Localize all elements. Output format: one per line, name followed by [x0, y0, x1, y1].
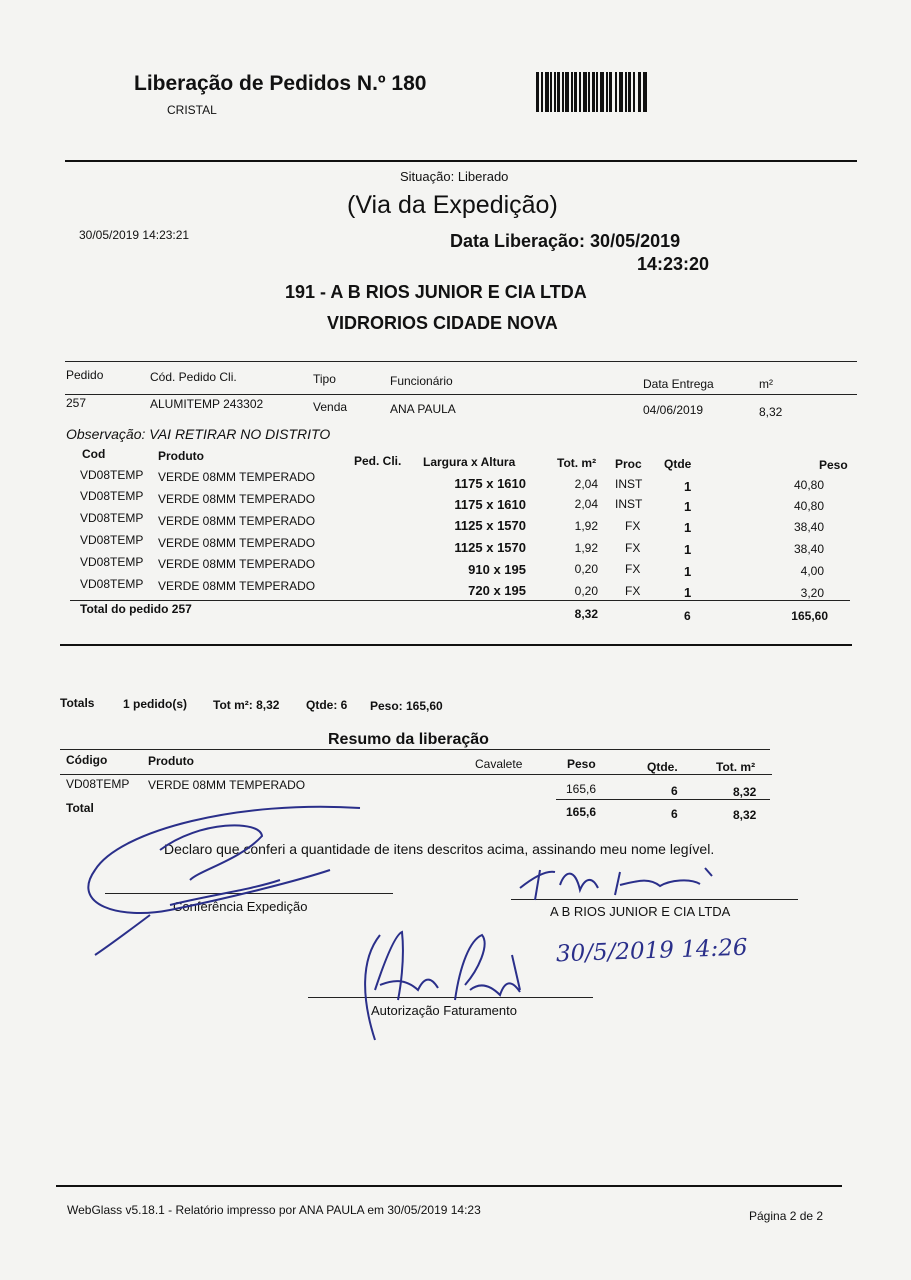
item-proc: INST [615, 477, 643, 491]
summary-total-qtde: 6 [671, 807, 678, 821]
item-dimensions: 1125 x 1570 [454, 518, 526, 533]
report-title: Liberação de Pedidos N.º 180 [134, 72, 427, 95]
col-pedido: Pedido [66, 368, 104, 382]
client-trade-name: VIDRORIOS CIDADE NOVA [327, 313, 558, 333]
item-proc: FX [625, 541, 641, 555]
summary-produto: VERDE 08MM TEMPERADO [148, 778, 306, 792]
item-qtde: 1 [684, 479, 692, 494]
via-label: (Via da Expedição) [347, 191, 558, 219]
summary-col-codigo: Código [66, 753, 108, 767]
summary-col-tot-m2: Tot. m² [716, 760, 756, 774]
footer-line [56, 1185, 842, 1187]
summary-peso: 165,6 [566, 782, 597, 796]
col-tipo: Tipo [313, 372, 336, 386]
item-peso: 40,80 [793, 478, 824, 492]
item-peso: 4,00 [800, 564, 824, 578]
item-cod: VD08TEMP [80, 489, 144, 503]
items-col-produto: Produto [158, 449, 204, 463]
item-dimensions: 1175 x 1610 [454, 497, 526, 512]
items-col-proc: Proc [615, 457, 642, 471]
items-col-ped-cli: Ped. Cli. [354, 454, 402, 468]
item-dimensions: 720 x 195 [468, 583, 526, 598]
item-qtde: 1 [684, 520, 692, 535]
item-proc: FX [625, 584, 641, 598]
autorizacao-label: Autorização Faturamento [371, 1003, 517, 1018]
order-total-label: Total do pedido 257 [80, 602, 192, 616]
order-delivery-date: 04/06/2019 [643, 403, 704, 417]
totals-peso: Peso: 165,60 [370, 699, 443, 713]
summary-qtde: 6 [671, 784, 678, 798]
items-col-dimensions: Largura x Altura [423, 455, 516, 469]
item-peso: 38,40 [793, 520, 824, 534]
conferencia-label: Conferência Expedição [173, 899, 308, 914]
order-total-peso: 165,60 [791, 609, 828, 623]
summary-title: Resumo da liberação [328, 731, 489, 748]
totals-qtde: Qtde: 6 [306, 698, 348, 712]
item-tot-m2: 0,20 [574, 562, 598, 576]
item-qtde: 1 [684, 499, 692, 514]
item-produto: VERDE 08MM TEMPERADO [158, 536, 316, 550]
item-dimensions: 1175 x 1610 [454, 476, 526, 491]
item-cod: VD08TEMP [80, 468, 144, 482]
order-observation: Observação: VAI RETIRAR NO DISTRITO [66, 426, 331, 442]
item-tot-m2: 0,20 [574, 584, 598, 598]
order-total-qtde: 6 [684, 609, 691, 623]
summary-col-qtde: Qtde. [647, 760, 678, 774]
handwritten-date: 30/5/2019 14:26 [555, 934, 748, 968]
item-cod: VD08TEMP [80, 511, 144, 525]
item-tot-m2: 1,92 [574, 541, 598, 555]
item-peso: 40,80 [793, 499, 824, 513]
declaration-text: Declaro que conferi a quantidade de itens descritos acima, assinando meu nome legível. [164, 841, 715, 857]
col-cod-pedido-cli: Cód. Pedido Cli. [150, 370, 237, 384]
item-qtde: 1 [684, 564, 692, 579]
footer-printed-by: WebGlass v5.18.1 - Relatório impresso por ANA PAULA em 30/05/2019 14:23 [67, 1203, 481, 1217]
totals-m2: Tot m²: 8,32 [213, 698, 280, 712]
order-total-m2: 8,32 [574, 607, 598, 621]
order-number: 257 [66, 396, 87, 410]
item-qtde: 1 [684, 542, 692, 557]
item-qtde: 1 [684, 585, 692, 600]
summary-total-tot-m2: 8,32 [733, 808, 757, 822]
release-date: Data Liberação: 30/05/2019 [450, 231, 681, 251]
footer-page-number: Página 2 de 2 [749, 1209, 824, 1223]
items-col-tot-m2: Tot. m² [557, 456, 597, 470]
release-time: 14:23:20 [637, 254, 710, 274]
item-proc: FX [625, 519, 641, 533]
item-tot-m2: 2,04 [574, 497, 598, 511]
items-col-peso: Peso [819, 458, 848, 472]
print-datetime: 30/05/2019 14:23:21 [79, 228, 190, 242]
totals-pedidos: 1 pedido(s) [123, 697, 188, 711]
item-produto: VERDE 08MM TEMPERADO [158, 557, 316, 571]
order-type: Venda [313, 400, 348, 414]
summary-total-peso: 165,6 [566, 805, 597, 819]
items-col-qtde: Qtde [664, 457, 692, 471]
status-text: Situação: Liberado [400, 169, 509, 184]
item-cod: VD08TEMP [80, 533, 144, 547]
item-produto: VERDE 08MM TEMPERADO [158, 579, 316, 593]
report-subtitle: CRISTAL [167, 103, 217, 117]
item-peso: 38,40 [793, 542, 824, 556]
item-dimensions: 1125 x 1570 [454, 540, 526, 555]
item-tot-m2: 2,04 [574, 477, 598, 491]
item-produto: VERDE 08MM TEMPERADO [158, 514, 316, 528]
order-employee: ANA PAULA [390, 402, 456, 416]
item-dimensions: 910 x 195 [468, 562, 526, 577]
summary-tot-m2: 8,32 [733, 785, 757, 799]
item-peso: 3,20 [800, 586, 824, 600]
order-m2: 8,32 [759, 405, 783, 419]
item-produto: VERDE 08MM TEMPERADO [158, 492, 316, 506]
item-proc: INST [615, 497, 643, 511]
col-m2: m² [759, 377, 773, 391]
item-tot-m2: 1,92 [574, 519, 598, 533]
summary-col-cavalete: Cavalete [475, 757, 523, 771]
summary-codigo: VD08TEMP [66, 777, 130, 791]
totals-label: Totals [60, 696, 95, 710]
col-funcionario: Funcionário [390, 374, 453, 388]
company-label: A B RIOS JUNIOR E CIA LTDA [550, 904, 731, 919]
summary-col-peso: Peso [567, 757, 596, 771]
summary-total-label: Total [66, 801, 94, 815]
item-cod: VD08TEMP [80, 555, 144, 569]
item-produto: VERDE 08MM TEMPERADO [158, 470, 316, 484]
summary-col-produto: Produto [148, 754, 194, 768]
item-cod: VD08TEMP [80, 577, 144, 591]
item-proc: FX [625, 562, 641, 576]
items-col-cod: Cod [82, 447, 106, 461]
client-name: 191 - A B RIOS JUNIOR E CIA LTDA [285, 282, 587, 302]
order-client-code: ALUMITEMP 243302 [150, 397, 264, 411]
col-data-entrega: Data Entrega [643, 377, 714, 391]
